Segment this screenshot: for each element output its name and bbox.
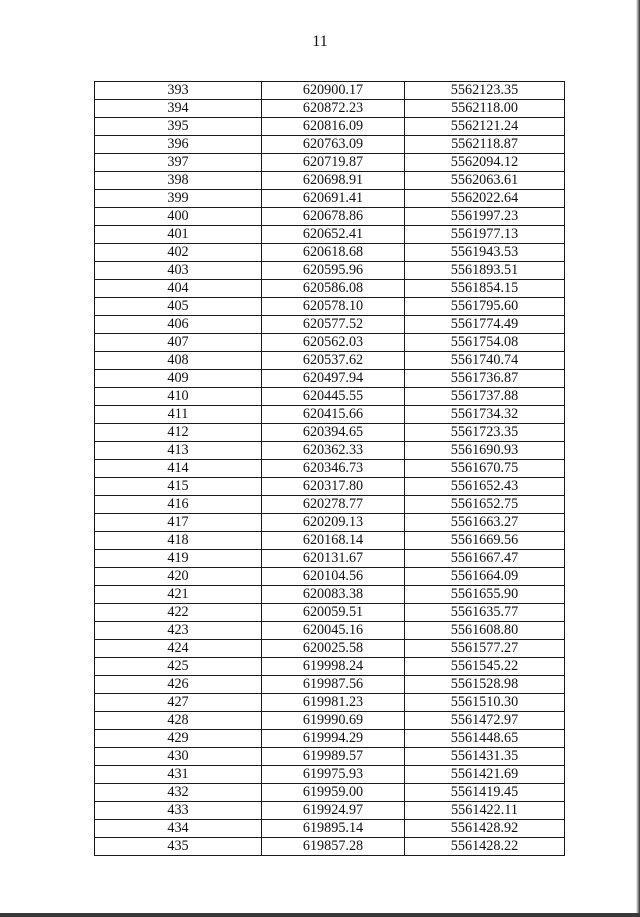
y-coordinate-cell: 5561655.90 xyxy=(405,586,565,604)
table-row xyxy=(95,118,565,136)
point-number-cell: 433 xyxy=(95,802,262,820)
point-number-cell: 426 xyxy=(95,676,262,694)
table-row xyxy=(95,172,565,190)
point-number-cell: 417 xyxy=(95,514,262,532)
scan-edge-bottom xyxy=(0,913,640,917)
x-coordinate-cell: 620445.55 xyxy=(262,388,405,406)
x-coordinate-cell: 620104.56 xyxy=(262,568,405,586)
y-coordinate-cell: 5561893.51 xyxy=(405,262,565,280)
point-number-cell: 412 xyxy=(95,424,262,442)
table-row xyxy=(95,208,565,226)
x-coordinate-cell: 619895.14 xyxy=(262,820,405,838)
x-coordinate-cell: 619987.56 xyxy=(262,676,405,694)
y-coordinate-cell: 5561422.11 xyxy=(405,802,565,820)
table-row xyxy=(95,298,565,316)
y-coordinate-cell: 5561652.75 xyxy=(405,496,565,514)
y-coordinate-cell: 5561854.15 xyxy=(405,280,565,298)
y-coordinate-cell: 5562123.35 xyxy=(405,82,565,100)
x-coordinate-cell: 620045.16 xyxy=(262,622,405,640)
point-number-cell: 411 xyxy=(95,406,262,424)
table-row xyxy=(95,370,565,388)
y-coordinate-cell: 5561670.75 xyxy=(405,460,565,478)
table-row xyxy=(95,604,565,622)
table-row xyxy=(95,190,565,208)
y-coordinate-cell: 5561428.92 xyxy=(405,820,565,838)
x-coordinate-cell: 620278.77 xyxy=(262,496,405,514)
table-row xyxy=(95,820,565,838)
x-coordinate-cell: 619981.23 xyxy=(262,694,405,712)
page-number: 11 xyxy=(312,33,328,50)
x-coordinate-cell: 619989.57 xyxy=(262,748,405,766)
point-number-cell: 410 xyxy=(95,388,262,406)
x-coordinate-cell: 619994.29 xyxy=(262,730,405,748)
table-row xyxy=(95,388,565,406)
x-coordinate-cell: 620595.96 xyxy=(262,262,405,280)
point-number-cell: 419 xyxy=(95,550,262,568)
point-number-cell: 402 xyxy=(95,244,262,262)
x-coordinate-cell: 620678.86 xyxy=(262,208,405,226)
table-row xyxy=(95,226,565,244)
x-coordinate-cell: 619975.93 xyxy=(262,766,405,784)
y-coordinate-cell: 5561652.43 xyxy=(405,478,565,496)
x-coordinate-cell: 620719.87 xyxy=(262,154,405,172)
y-coordinate-cell: 5561690.93 xyxy=(405,442,565,460)
table-row xyxy=(95,280,565,298)
x-coordinate-cell: 620362.33 xyxy=(262,442,405,460)
y-coordinate-cell: 5561795.60 xyxy=(405,298,565,316)
table-row xyxy=(95,352,565,370)
x-coordinate-cell: 619990.69 xyxy=(262,712,405,730)
table-row xyxy=(95,82,565,100)
point-number-cell: 429 xyxy=(95,730,262,748)
table-row xyxy=(95,100,565,118)
table-row xyxy=(95,730,565,748)
point-number-cell: 431 xyxy=(95,766,262,784)
point-number-cell: 424 xyxy=(95,640,262,658)
table-row xyxy=(95,622,565,640)
table-row xyxy=(95,496,565,514)
y-coordinate-cell: 5562022.64 xyxy=(405,190,565,208)
table-row xyxy=(95,550,565,568)
point-number-cell: 418 xyxy=(95,532,262,550)
point-number-cell: 404 xyxy=(95,280,262,298)
point-number-cell: 427 xyxy=(95,694,262,712)
x-coordinate-cell: 620578.10 xyxy=(262,298,405,316)
table-row xyxy=(95,514,565,532)
y-coordinate-cell: 5561737.88 xyxy=(405,388,565,406)
point-number-cell: 405 xyxy=(95,298,262,316)
point-number-cell: 400 xyxy=(95,208,262,226)
x-coordinate-cell: 620497.94 xyxy=(262,370,405,388)
point-number-cell: 415 xyxy=(95,478,262,496)
point-number-cell: 394 xyxy=(95,100,262,118)
table-row xyxy=(95,460,565,478)
y-coordinate-cell: 5561428.22 xyxy=(405,838,565,856)
x-coordinate-cell: 620577.52 xyxy=(262,316,405,334)
table-row xyxy=(95,406,565,424)
x-coordinate-cell: 619998.24 xyxy=(262,658,405,676)
point-number-cell: 423 xyxy=(95,622,262,640)
y-coordinate-cell: 5561943.53 xyxy=(405,244,565,262)
scan-edge-right xyxy=(636,0,640,917)
point-number-cell: 422 xyxy=(95,604,262,622)
point-number-cell: 428 xyxy=(95,712,262,730)
x-coordinate-cell: 620168.14 xyxy=(262,532,405,550)
x-coordinate-cell: 619959.00 xyxy=(262,784,405,802)
y-coordinate-cell: 5561667.47 xyxy=(405,550,565,568)
table-row xyxy=(95,532,565,550)
x-coordinate-cell: 620698.91 xyxy=(262,172,405,190)
point-number-cell: 393 xyxy=(95,82,262,100)
x-coordinate-cell: 619924.97 xyxy=(262,802,405,820)
y-coordinate-cell: 5562121.24 xyxy=(405,118,565,136)
table-row xyxy=(95,694,565,712)
x-coordinate-cell: 620317.80 xyxy=(262,478,405,496)
x-coordinate-cell: 620209.13 xyxy=(262,514,405,532)
table-row xyxy=(95,136,565,154)
y-coordinate-cell: 5561754.08 xyxy=(405,334,565,352)
point-number-cell: 434 xyxy=(95,820,262,838)
x-coordinate-cell: 620816.09 xyxy=(262,118,405,136)
table-row xyxy=(95,748,565,766)
x-coordinate-cell: 620537.62 xyxy=(262,352,405,370)
point-number-cell: 425 xyxy=(95,658,262,676)
x-coordinate-cell: 620691.41 xyxy=(262,190,405,208)
point-number-cell: 421 xyxy=(95,586,262,604)
x-coordinate-cell: 620025.58 xyxy=(262,640,405,658)
table-row xyxy=(95,586,565,604)
point-number-cell: 430 xyxy=(95,748,262,766)
point-number-cell: 432 xyxy=(95,784,262,802)
y-coordinate-cell: 5561997.23 xyxy=(405,208,565,226)
y-coordinate-cell: 5561740.74 xyxy=(405,352,565,370)
point-number-cell: 399 xyxy=(95,190,262,208)
y-coordinate-cell: 5561774.49 xyxy=(405,316,565,334)
y-coordinate-cell: 5561419.45 xyxy=(405,784,565,802)
y-coordinate-cell: 5561977.13 xyxy=(405,226,565,244)
x-coordinate-cell: 620346.73 xyxy=(262,460,405,478)
point-number-cell: 407 xyxy=(95,334,262,352)
table-row xyxy=(95,766,565,784)
y-coordinate-cell: 5561723.35 xyxy=(405,424,565,442)
table-row xyxy=(95,262,565,280)
point-number-cell: 413 xyxy=(95,442,262,460)
y-coordinate-cell: 5561431.35 xyxy=(405,748,565,766)
point-number-cell: 435 xyxy=(95,838,262,856)
y-coordinate-cell: 5561510.30 xyxy=(405,694,565,712)
table-row xyxy=(95,316,565,334)
coordinates-table-body xyxy=(95,82,565,856)
coordinates-table xyxy=(94,81,565,856)
y-coordinate-cell: 5561545.22 xyxy=(405,658,565,676)
table-row xyxy=(95,244,565,262)
y-coordinate-cell: 5561528.98 xyxy=(405,676,565,694)
point-number-cell: 408 xyxy=(95,352,262,370)
y-coordinate-cell: 5561448.65 xyxy=(405,730,565,748)
x-coordinate-cell: 620900.17 xyxy=(262,82,405,100)
x-coordinate-cell: 620872.23 xyxy=(262,100,405,118)
point-number-cell: 395 xyxy=(95,118,262,136)
y-coordinate-cell: 5562063.61 xyxy=(405,172,565,190)
x-coordinate-cell: 620415.66 xyxy=(262,406,405,424)
table-row xyxy=(95,478,565,496)
x-coordinate-cell: 620059.51 xyxy=(262,604,405,622)
table-row xyxy=(95,838,565,856)
table-row xyxy=(95,154,565,172)
point-number-cell: 414 xyxy=(95,460,262,478)
y-coordinate-cell: 5561577.27 xyxy=(405,640,565,658)
y-coordinate-cell: 5562094.12 xyxy=(405,154,565,172)
point-number-cell: 406 xyxy=(95,316,262,334)
x-coordinate-cell: 620763.09 xyxy=(262,136,405,154)
x-coordinate-cell: 620083.38 xyxy=(262,586,405,604)
y-coordinate-cell: 5561472.97 xyxy=(405,712,565,730)
table-row xyxy=(95,712,565,730)
y-coordinate-cell: 5561608.80 xyxy=(405,622,565,640)
point-number-cell: 416 xyxy=(95,496,262,514)
table-row xyxy=(95,424,565,442)
x-coordinate-cell: 620131.67 xyxy=(262,550,405,568)
x-coordinate-cell: 620618.68 xyxy=(262,244,405,262)
point-number-cell: 409 xyxy=(95,370,262,388)
point-number-cell: 401 xyxy=(95,226,262,244)
table-row xyxy=(95,784,565,802)
y-coordinate-cell: 5561635.77 xyxy=(405,604,565,622)
table-row xyxy=(95,676,565,694)
y-coordinate-cell: 5561421.69 xyxy=(405,766,565,784)
y-coordinate-cell: 5561669.56 xyxy=(405,532,565,550)
table-row xyxy=(95,442,565,460)
point-number-cell: 397 xyxy=(95,154,262,172)
x-coordinate-cell: 620562.03 xyxy=(262,334,405,352)
y-coordinate-cell: 5561664.09 xyxy=(405,568,565,586)
point-number-cell: 420 xyxy=(95,568,262,586)
table-row xyxy=(95,640,565,658)
point-number-cell: 398 xyxy=(95,172,262,190)
y-coordinate-cell: 5561736.87 xyxy=(405,370,565,388)
y-coordinate-cell: 5562118.00 xyxy=(405,100,565,118)
table-row xyxy=(95,658,565,676)
x-coordinate-cell: 620586.08 xyxy=(262,280,405,298)
y-coordinate-cell: 5562118.87 xyxy=(405,136,565,154)
point-number-cell: 396 xyxy=(95,136,262,154)
x-coordinate-cell: 620652.41 xyxy=(262,226,405,244)
table-row xyxy=(95,802,565,820)
y-coordinate-cell: 5561663.27 xyxy=(405,514,565,532)
x-coordinate-cell: 620394.65 xyxy=(262,424,405,442)
y-coordinate-cell: 5561734.32 xyxy=(405,406,565,424)
table-row xyxy=(95,568,565,586)
x-coordinate-cell: 619857.28 xyxy=(262,838,405,856)
point-number-cell: 403 xyxy=(95,262,262,280)
table-row xyxy=(95,334,565,352)
